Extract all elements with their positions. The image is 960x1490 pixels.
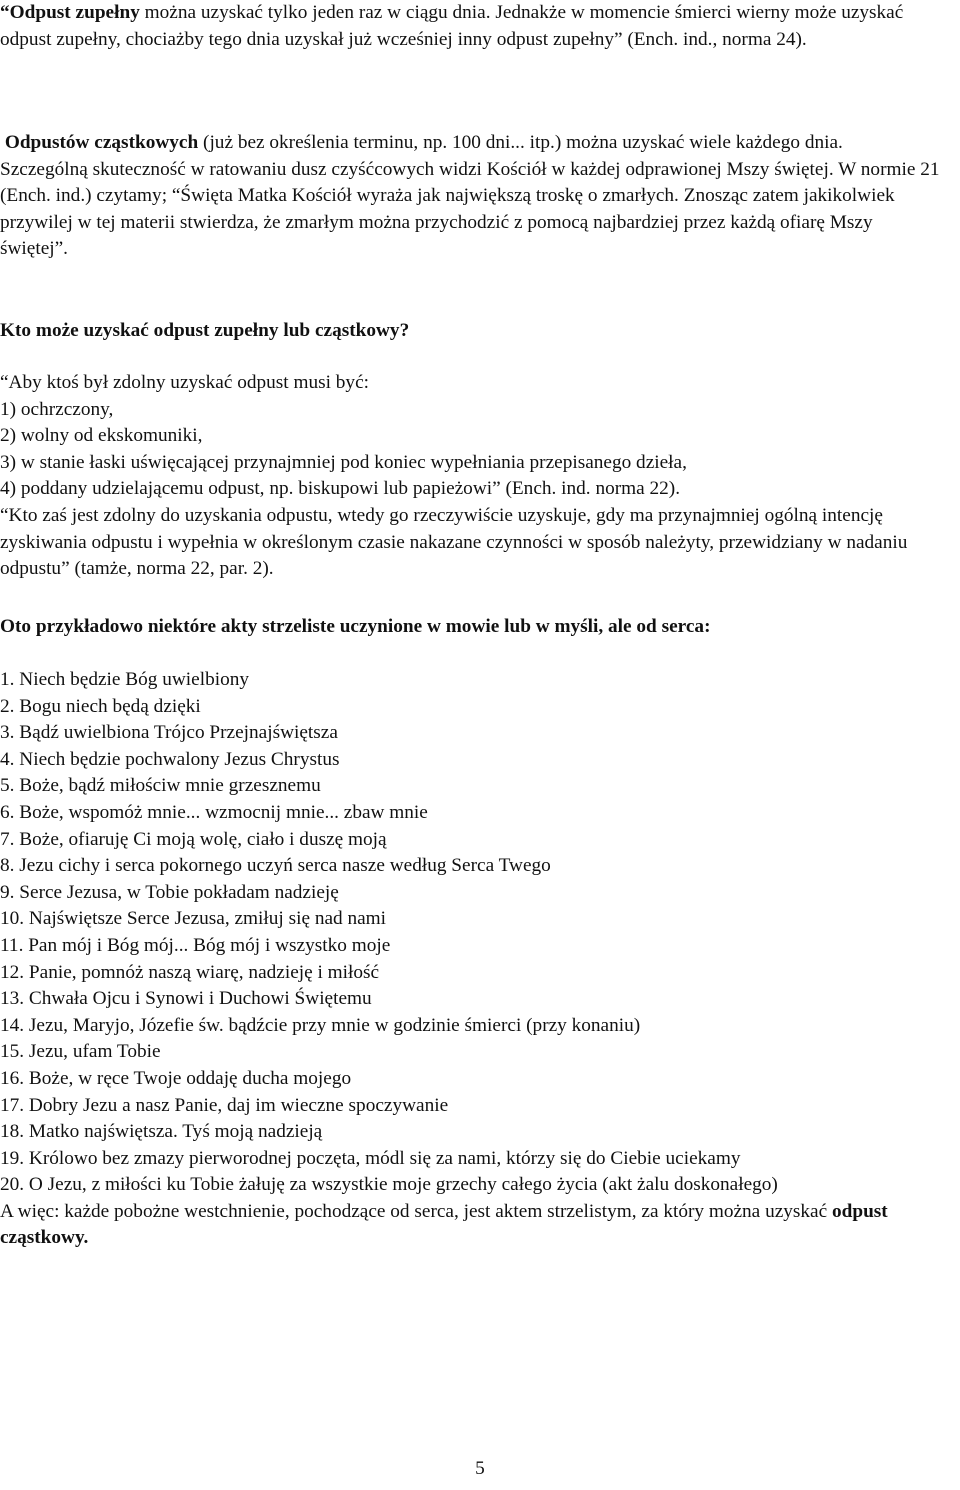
term-partial-indulgences: Odpustów cząstkowych — [4, 132, 199, 153]
prayer-item: 7. Boże, ofiaruję Ci moją wolę, ciało i duszę moją — [0, 828, 387, 850]
page-number: 5 — [475, 1458, 485, 1479]
term-partial-indulgence: odpust cząstkowy. — [0, 1200, 888, 1249]
prayer-item: 5. Boże, bądź miłościw mnie grzesznemu — [0, 775, 321, 797]
prayer-item: 3. Bądź uwielbiona Trójco Przejnajświętsza — [0, 722, 338, 744]
prayer-item: 13. Chwała Ojcu i Synowi i Duchowi Świętemu — [0, 988, 372, 1010]
prayers-list — [0, 667, 945, 1199]
intro-section — [0, 0, 945, 53]
condition-item: 1) ochrzczony, — [0, 398, 114, 420]
open-quote: “ — [0, 2, 10, 23]
condition-item: 3) w stanie łaski uświęcającej przynajmniej pod koniec wypełniania przepisanego dzieła, — [0, 451, 687, 473]
question-heading: Kto może uzyskać odpust zupełny lub cząstkowy? — [0, 320, 410, 341]
prayer-item: 6. Boże, wspomóż mnie... wzmocnij mnie... zbaw mnie — [0, 801, 428, 823]
acts-heading-section — [0, 614, 945, 641]
paragraph-partial-indulgence — [0, 130, 945, 157]
conditions-lead: “Aby ktoś był zdolny uzyskać odpust musi być: — [0, 372, 369, 393]
prayer-item: 4. Niech będzie pochwalony Jezus Chrystus — [0, 748, 340, 770]
acts-heading: Oto przykładowo niektóre akty strzeliste uczynione w mowie lub w myśli, ale od serca: — [0, 616, 711, 637]
condition-item: 4) poddany udzielającemu odpust, np. biskupowi lub papieżowi” (Ench. ind. norma 22). — [0, 478, 681, 500]
paragraph-holy-mass: Szczególną skuteczność w ratowaniu dusz czyśćcowych widzi Kościół w każdej odprawionej Mszy świętej. W normie 21 (Ench. ind.) czytamy; “Święta Matka Kościół wyraża jak największą troskę o zmarłych. Znosząc zatem jakikolwiek przywilej w tej materii stwierdza, że zmarłym można przychodzić z pomocą najbardziej przez każdą ofiarę Mszy świętej”. — [0, 158, 940, 260]
prayer-item: 19. Królowo bez zmazy pierworodnej poczęta, módl się za nami, którzy się do Ciebie uciekamy — [0, 1147, 741, 1169]
paragraph-text: (już bez określenia terminu, np. 100 dni... itp.) można uzyskać wiele każdego dnia. — [198, 132, 843, 153]
conclusion-text: A więc: każde pobożne westchnienie, pochodzące od serca, jest aktem strzelistym, za który można uzyskać — [0, 1200, 832, 1222]
prayers-section — [0, 667, 945, 1252]
prayer-item: 14. Jezu, Maryjo, Józefie św. bądźcie przy mnie w godzinie śmierci (przy konaniu) — [0, 1014, 641, 1036]
conditions-closing: “Kto zaś jest zdolny do uzyskania odpustu, wtedy go rzeczywiście uzyskuje, gdy ma przynajmniej ogólną intencję zyskiwania odpustu i wypełnia w określonym czasie nakazane czynności w sposób należyty, przewidziany w nadaniu odpustu” (tamże, norma 22, par. 2). — [0, 504, 908, 580]
prayer-item: 8. Jezu cichy i serca pokornego uczyń serca nasze według Serca Twego — [0, 855, 551, 877]
prayer-item: 15. Jezu, ufam Tobie — [0, 1041, 161, 1063]
prayer-item: 1. Niech będzie Bóg uwielbiony — [0, 669, 249, 690]
prayer-item: 9. Serce Jezusa, w Tobie pokładam nadzieję — [0, 881, 339, 903]
prayer-item: 20. O Jezu, z miłości ku Tobie żałuję za wszystkie moje grzechy całego życia (akt żalu doskonałego) — [0, 1174, 778, 1196]
prayer-item: 16. Boże, w ręce Twoje oddaję ducha mojego — [0, 1067, 352, 1089]
conclusion-paragraph — [0, 1199, 945, 1252]
conditions-section — [0, 370, 945, 583]
paragraph-plenary-indulgence — [0, 0, 945, 53]
prayer-item: 18. Matko najświętsza. Tyś moją nadzieją — [0, 1121, 323, 1143]
prayer-item: 11. Pan mój i Bóg mój... Bóg mój i wszystko moje — [0, 934, 391, 956]
condition-item: 2) wolny od ekskomuniki, — [0, 425, 203, 447]
prayer-item: 2. Bogu niech będą dzięki — [0, 695, 201, 717]
prayer-item: 10. Najświętsze Serce Jezusa, zmiłuj się nad nami — [0, 908, 387, 930]
prayer-item: 12. Panie, pomnóż naszą wiarę, nadzieję i miłość — [0, 961, 380, 983]
partial-indulgence-section — [0, 130, 945, 263]
term-plenary-indulgence: Odpust zupełny — [9, 2, 140, 23]
question-section — [0, 318, 945, 345]
paragraph-text: można uzyskać tylko jeden raz w ciągu dnia. Jednakże w momencie śmierci wierny może uzyskać odpust zupełny, chociażby tego dnia uzyskał już wcześniej inny odpust zupełny” (Ench. ind., norma 24). — [0, 2, 904, 50]
prayer-item: 17. Dobry Jezu a nasz Panie, daj im wieczne spoczywanie — [0, 1094, 449, 1116]
